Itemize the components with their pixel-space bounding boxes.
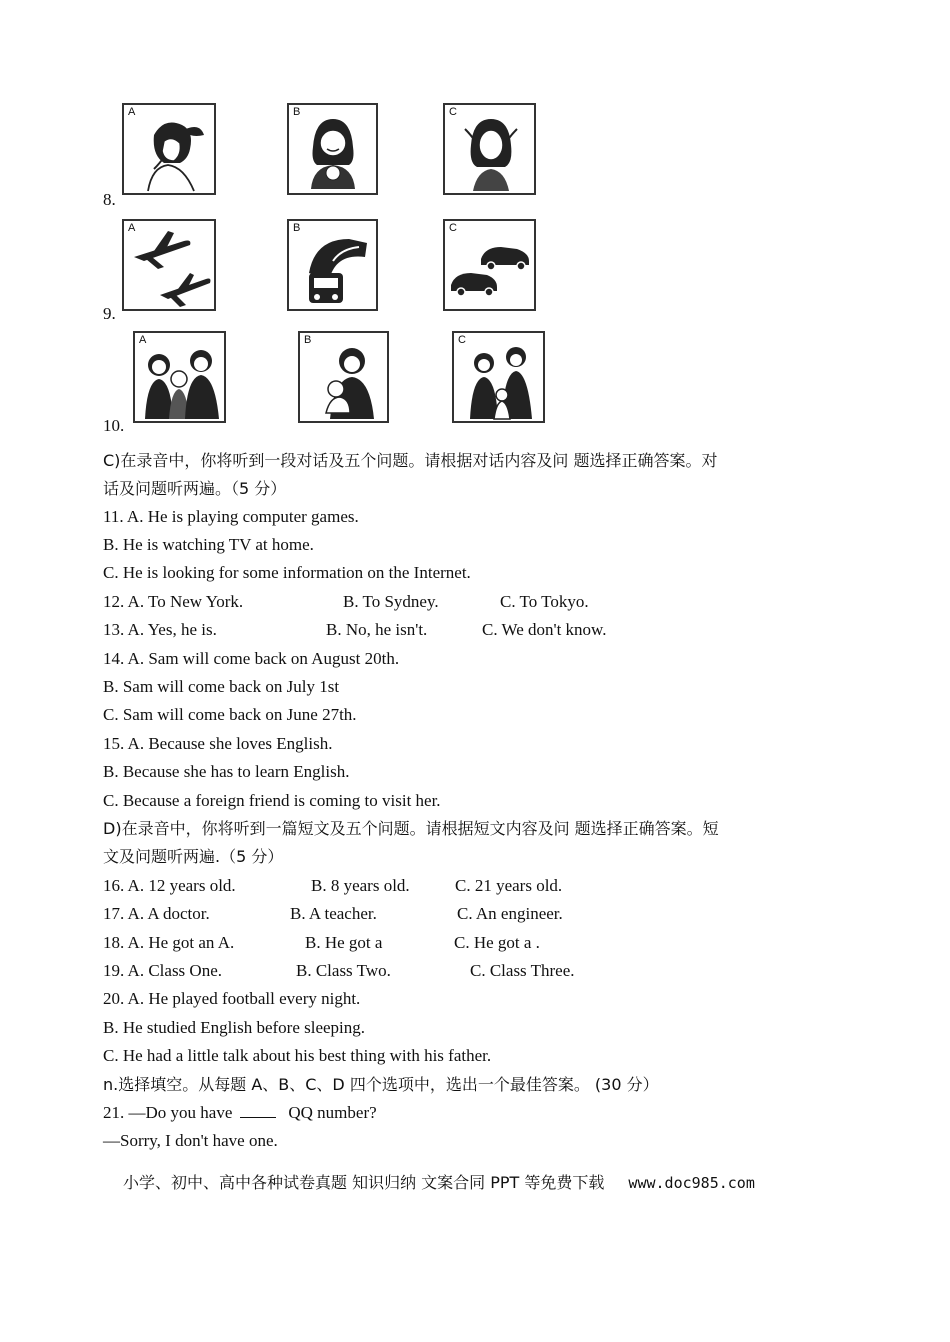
q19-option-c: C. Class Three. — [470, 961, 575, 980]
option-label: A — [128, 106, 136, 118]
section-n-instruction: n.选择填空。从每题 A、B、C、D 四个选项中，选出一个最佳答案。 (30 分） — [103, 1075, 659, 1094]
q9-picture-b — [287, 219, 378, 311]
q16-option-b: B. 8 years old. — [311, 876, 410, 895]
q11-option-b: B. He is watching TV at home. — [103, 535, 314, 554]
q8-picture-b — [287, 103, 378, 195]
q8-picture-c — [443, 103, 536, 195]
question-number-8: 8. — [103, 190, 116, 209]
q21-reply: —Sorry, I don't have one. — [103, 1131, 278, 1150]
q11-option-c: C. He is looking for some information on the Internet. — [103, 563, 471, 582]
q9-picture-c — [443, 219, 536, 311]
option-label: B — [304, 334, 312, 346]
q21-question — [103, 1102, 377, 1124]
couple-with-child-icon — [454, 333, 543, 421]
q18-option-b: B. He got a — [305, 933, 383, 952]
airplane-icon — [124, 221, 214, 309]
q20-option-b: B. He studied English before sleeping. — [103, 1018, 366, 1037]
q13-option-c: C. We don't know. — [482, 620, 607, 639]
q11-option-a: 11. A. He is playing computer games. — [103, 507, 359, 526]
q21-prefix: 21. —Do you have — [103, 1103, 233, 1122]
q13-option-b: B. No, he isn't. — [326, 620, 428, 639]
q21-suffix: QQ number? — [288, 1103, 377, 1122]
option-label: A — [128, 222, 136, 234]
q12-option-c: C. To Tokyo. — [500, 592, 589, 611]
option-label: B — [293, 106, 301, 118]
q16-option-a: 16. A. 12 years old. — [103, 876, 236, 895]
q13-option-a: 13. A. Yes, he is. — [103, 620, 217, 639]
q15-option-b: B. Because she has to learn English. — [103, 762, 350, 781]
q18-option-a: 18. A. He got an A. — [103, 933, 235, 952]
q14-option-b: B. Sam will come back on July 1st — [103, 677, 340, 696]
q20-option-c: C. He had a little talk about his best thing with his father. — [103, 1046, 492, 1065]
q20-option-a: 20. A. He played football every night. — [103, 989, 361, 1008]
q16-option-c: C. 21 years old. — [455, 876, 563, 895]
thinking-woman-icon — [124, 105, 214, 193]
page-footer — [123, 1170, 755, 1193]
q14-option-c: C. Sam will come back on June 27th. — [103, 705, 357, 724]
q12-option-a: 12. A. To New York. — [103, 592, 244, 611]
mother-and-baby-icon — [300, 333, 387, 421]
question-number-10: 10. — [103, 416, 125, 435]
smiling-girl-icon — [289, 105, 376, 193]
q17-option-b: B. A teacher. — [290, 904, 377, 923]
q17-option-a: 17. A. A doctor. — [103, 904, 210, 923]
question-number-9: 9. — [103, 304, 116, 323]
option-label: C — [458, 334, 466, 346]
q9-picture-a — [122, 219, 216, 311]
car-icon — [445, 221, 534, 309]
q8-picture-a — [122, 103, 216, 195]
section-c-instruction-line1: C)在录音中，你将听到一段对话及五个问题。请根据对话内容及问 题选择正确答案。对 — [103, 451, 718, 470]
section-d-instruction-line1: D)在录音中，你将听到一篇短文及五个问题。请根据短文内容及问 题选择正确答案。短 — [103, 819, 719, 838]
option-label: C — [449, 222, 457, 234]
train-icon — [289, 221, 376, 309]
section-c-instruction-line2: 话及问题听两遍。（5 分） — [103, 479, 287, 498]
q10-picture-b — [298, 331, 389, 423]
q17-option-c: C. An engineer. — [457, 904, 563, 923]
q21-blank — [240, 1103, 276, 1118]
q19-option-a: 19. A. Class One. — [103, 961, 222, 980]
section-d-instruction-line2: 文及问题听两遍.（5 分） — [103, 847, 284, 866]
option-label: C — [449, 106, 457, 118]
q19-option-b: B. Class Two. — [296, 961, 391, 980]
family-of-three-icon — [135, 333, 224, 421]
worried-woman-icon — [445, 105, 534, 193]
q14-option-a: 14. A. Sam will come back on August 20th. — [103, 649, 400, 668]
q10-picture-a — [133, 331, 226, 423]
footer-url[interactable]: www.doc985.com — [628, 1174, 755, 1192]
option-label: A — [139, 334, 147, 346]
q15-option-c: C. Because a foreign friend is coming to visit her. — [103, 791, 441, 810]
option-label: B — [293, 222, 301, 234]
q12-option-b: B. To Sydney. — [343, 592, 439, 611]
footer-text: 小学、初中、高中各种试卷真题 知识归纳 文案合同 PPT 等免费下载 — [123, 1173, 605, 1192]
q10-picture-c — [452, 331, 545, 423]
q15-option-a: 15. A. Because she loves English. — [103, 734, 333, 753]
q18-option-c: C. He got a . — [454, 933, 540, 952]
